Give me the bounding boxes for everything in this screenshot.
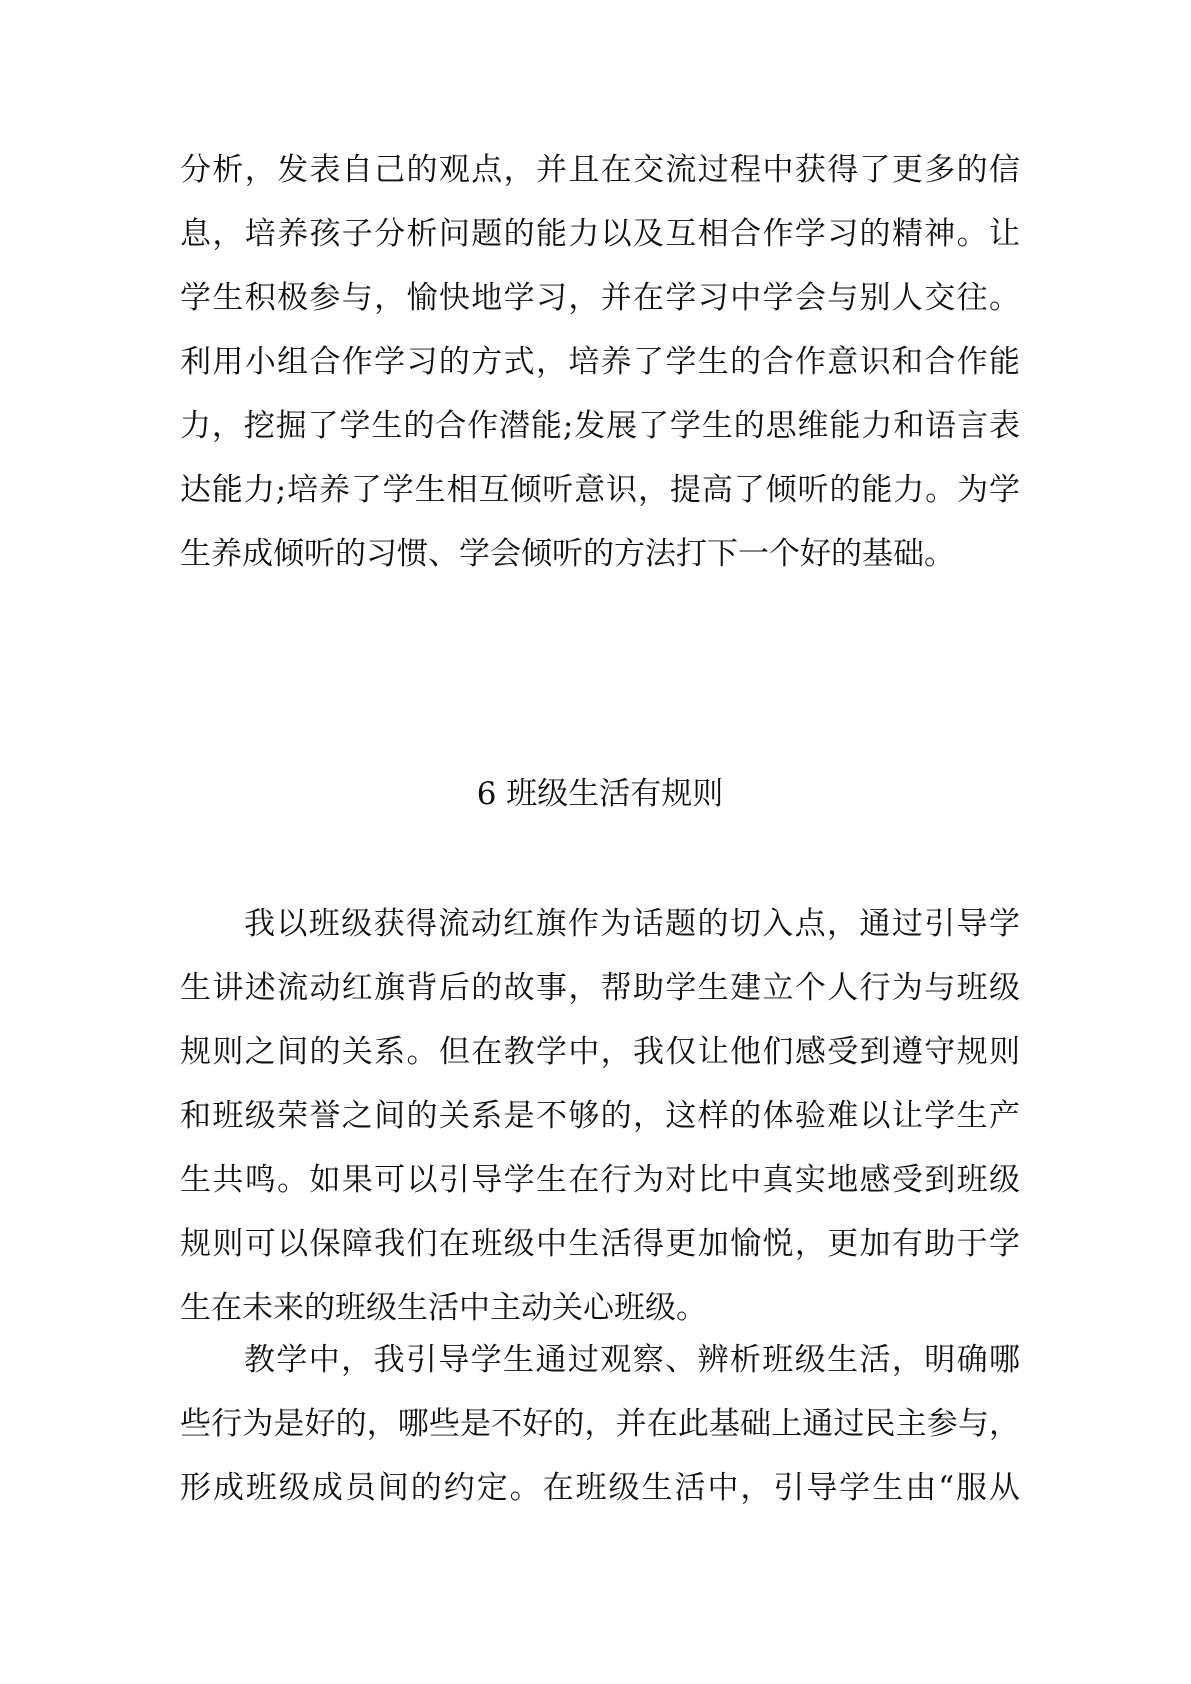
text-line: 些行为是好的，哪些是不好的，并在此基础上通过民主参与，: [180, 1406, 1020, 1442]
text-line: 分析，发表自己的观点，并且在交流过程中获得了更多的信: [180, 152, 1020, 188]
section-heading: 6 班级生活有规则: [476, 776, 724, 812]
text-line: 力，挖掘了学生的合作潜能;发展了学生的思维能力和语言表: [180, 408, 1020, 444]
text-line: 息，培养孩子分析问题的能力以及互相合作学习的精神。让: [180, 216, 1020, 252]
text-line: 教学中，我引导学生通过观察、辨析班级生活，明确哪: [244, 1342, 1020, 1378]
paragraph: [180, 1328, 1020, 1520]
text-line: 生在未来的班级生活中主动关心班级。: [180, 1290, 707, 1326]
text-line: 生讲述流动红旗背后的故事，帮助学生建立个人行为与班级: [180, 970, 1020, 1006]
text-line: 我以班级获得流动红旗作为话题的切入点，通过引导学: [244, 906, 1020, 942]
text-line: 规则之间的关系。但在教学中，我仅让他们感受到遵守规则: [180, 1034, 1020, 1070]
text-line: 利用小组合作学习的方式，培养了学生的合作意识和合作能: [180, 344, 1020, 380]
text-line: 形成班级成员间的约定。在班级生活中，引导学生由“服从: [180, 1470, 1020, 1506]
text-line: 生共鸣。如果可以引导学生在行为对比中真实地感受到班级: [180, 1162, 1020, 1198]
paragraph: [180, 892, 1020, 1340]
text-line: 和班级荣誉之间的关系是不够的，这样的体验难以让学生产: [180, 1098, 1020, 1134]
text-line: 学生积极参与，愉快地学习，并在学习中学会与别人交往。: [180, 280, 1020, 316]
paragraph-continued: [180, 138, 1020, 586]
text-line: 规则可以保障我们在班级中生活得更加愉悦，更加有助于学: [180, 1226, 1020, 1262]
text-line: 达能力;培养了学生相互倾听意识，提高了倾听的能力。为学: [180, 472, 1020, 508]
text-line: 生养成倾听的习惯、学会倾听的方法打下一个好的基础。: [180, 536, 955, 572]
